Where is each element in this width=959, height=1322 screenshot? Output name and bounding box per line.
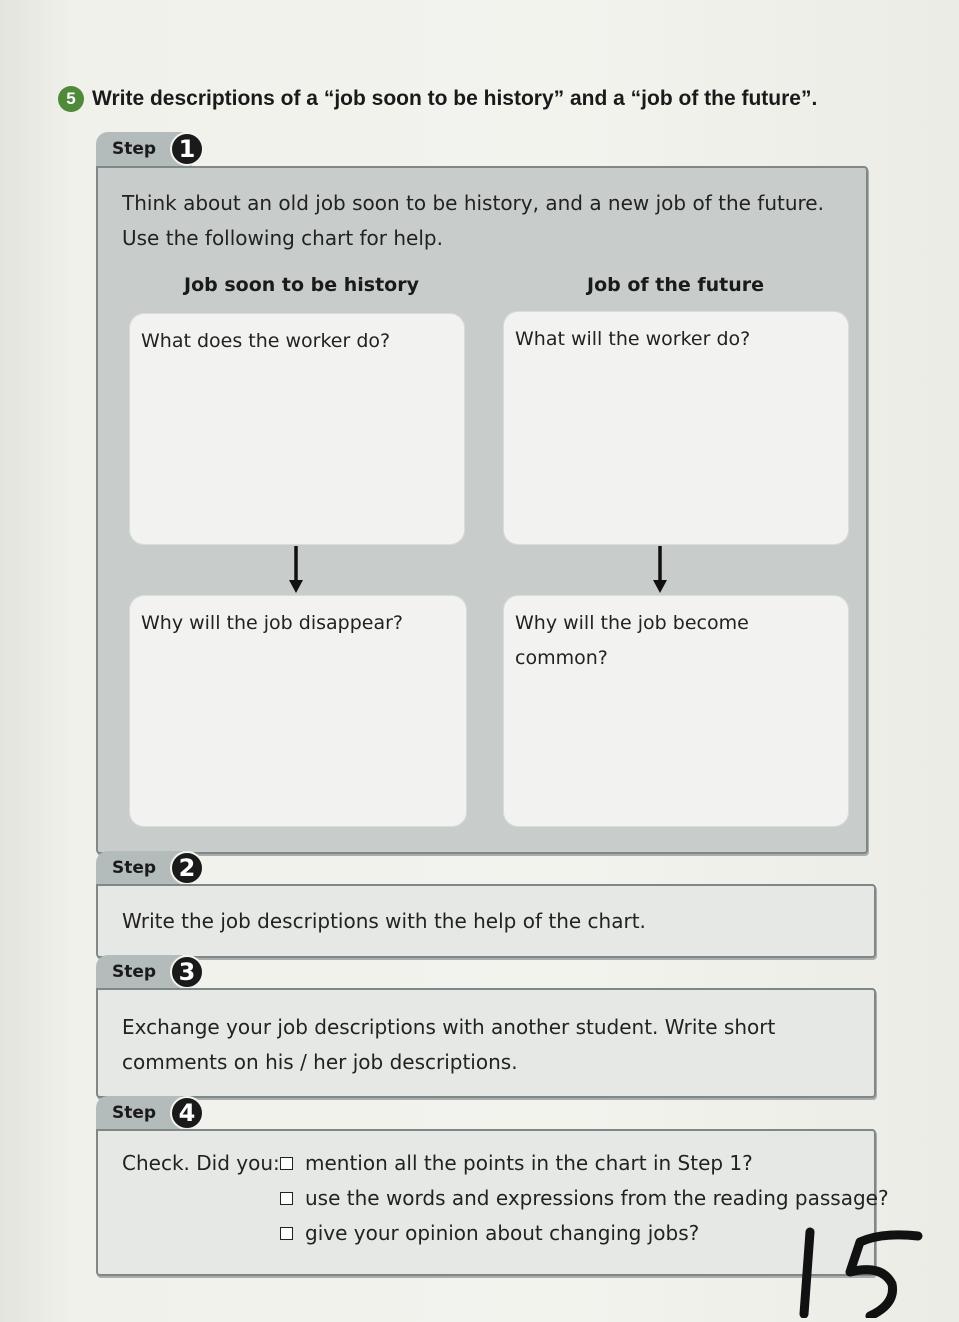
card-why-common[interactable] [504,596,848,826]
exercise-number-badge: 5 [58,86,84,112]
step-2-number: 2 [170,851,204,885]
step-2-instruction: Write the job descriptions with the help of the chart. [122,909,646,933]
check-label: Check. Did you: [122,1151,280,1175]
step-3-number: 3 [170,955,204,989]
step-1-number: 1 [170,132,204,166]
column-title-future: Job of the future [587,274,765,296]
checkbox[interactable] [280,1192,293,1205]
step-3-instruction: Exchange your job descriptions with another student. Write short comments on his / her job descriptions. [122,1015,776,1074]
checklist-item-text: use the words and expressions from the reading passage? [305,1186,889,1210]
arrow-down-icon [652,546,668,594]
step-1-instruction: Think about an old job soon to be history, and a new job of the future. Use the following chart for help. [122,191,824,250]
step-4-number: 4 [170,1096,204,1130]
card-why-disappear[interactable] [130,596,466,826]
step-1-label: Step [112,139,157,159]
step-3-label: Step [112,962,157,982]
checklist-item[interactable] [280,1221,699,1245]
checkbox[interactable] [280,1227,293,1240]
checklist-item[interactable] [280,1186,889,1210]
exercise-heading [58,86,817,112]
column-title-history: Job soon to be history [184,274,419,296]
card-question: Why will the job disappear? [141,612,403,634]
step-2-label: Step [112,858,157,878]
step-2-box [96,884,876,958]
arrow-down-icon [288,546,304,594]
card-question: What does the worker do? [141,330,391,352]
step-4-box [96,1129,889,1276]
card-question: Why will the job become common? [515,612,749,669]
step-1-box [96,166,868,854]
step-3-box [96,988,876,1098]
card-question: What will the worker do? [515,328,751,350]
handwritten-page-number [790,1218,930,1318]
exercise-title: Write descriptions of a “job soon to be history” and a “job of the future”. [92,87,818,110]
checkbox[interactable] [280,1157,293,1170]
step-4-label: Step [112,1103,157,1123]
checklist-item-text: mention all the points in the chart in Step 1? [305,1151,753,1175]
card-worker-will-do[interactable] [504,312,848,544]
card-worker-does[interactable] [130,314,464,544]
checklist-item[interactable] [280,1151,753,1175]
checklist-item-text: give your opinion about changing jobs? [305,1221,700,1245]
